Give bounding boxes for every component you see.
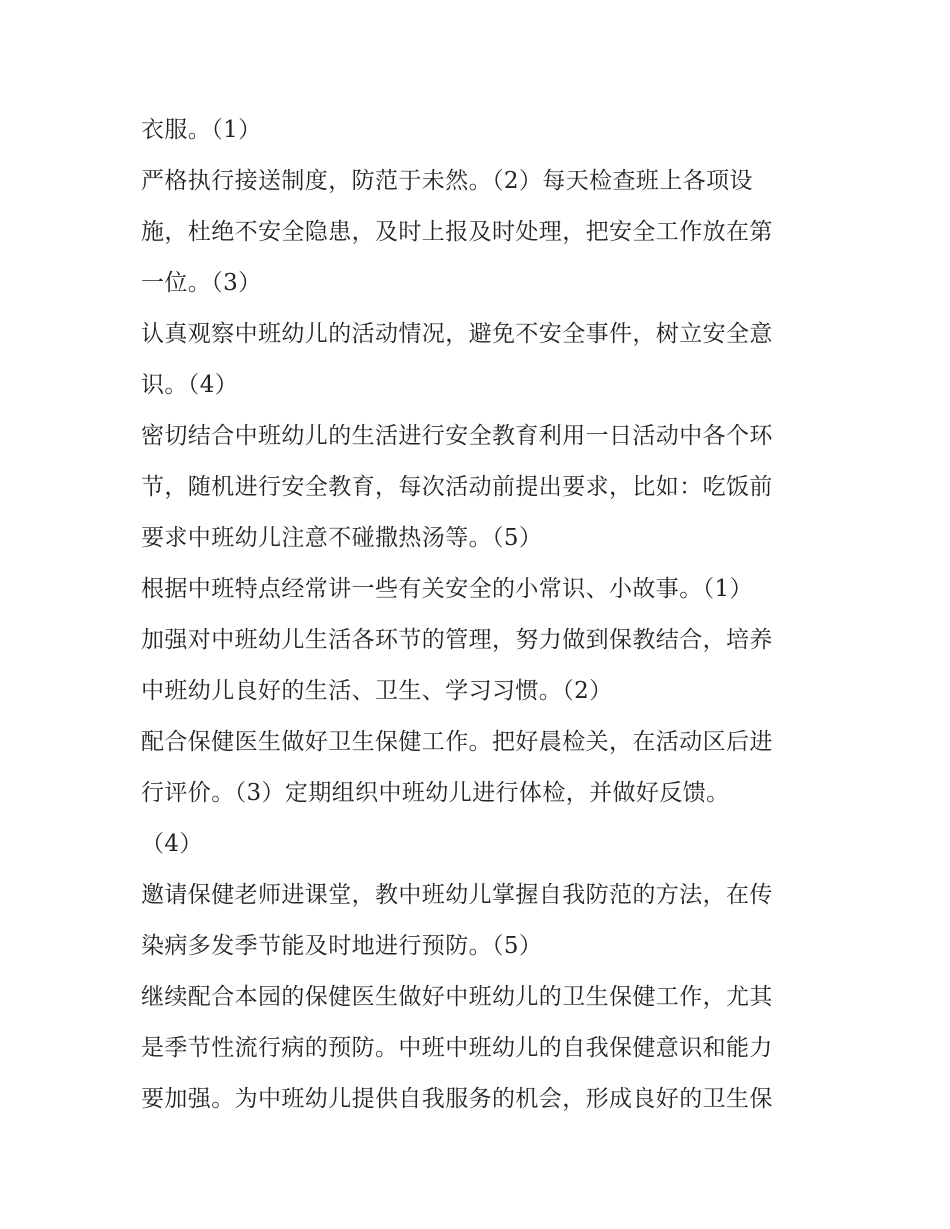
text-line: 行评价。（3）定期组织中班幼儿进行体检，并做好反馈。 [141, 780, 730, 806]
text-line: 加强对中班幼儿生活各环节的管理，努力做到保教结合，培养 [141, 627, 773, 653]
text-line: 要求中班幼儿注意不碰撒热汤等。（5） [141, 525, 543, 551]
text-line: 衣服。（1） [141, 117, 262, 143]
text-line: 中班幼儿良好的生活、卫生、学习习惯。（2） [141, 678, 613, 704]
text-line: 节，随机进行安全教育，每次活动前提出要求，比如：吃饭前 [141, 474, 773, 500]
text-line: 施，杜绝不安全隐患，及时上报及时处理，把安全工作放在第 [141, 219, 773, 245]
text-line: 根据中班特点经常讲一些有关安全的小常识、小故事。（1） [141, 576, 753, 602]
text-line: 配合保健医生做好卫生保健工作。把好晨检关，在活动区后进 [141, 729, 773, 755]
text-line: 要加强。为中班幼儿提供自我服务的机会，形成良好的卫生保 [141, 1086, 773, 1112]
text-line: 识。（4） [141, 372, 239, 398]
text-line: 一位。（3） [141, 270, 262, 296]
text-line: 邀请保健老师进课堂，教中班幼儿掌握自我防范的方法，在传 [141, 882, 773, 908]
text-line: 认真观察中班幼儿的活动情况，避免不安全事件，树立安全意 [141, 321, 773, 347]
text-line: 是季节性流行病的预防。中班中班幼儿的自我保健意识和能力 [141, 1035, 773, 1061]
text-line: 染病多发季节能及时地进行预防。（5） [141, 933, 543, 959]
text-line: 继续配合本园的保健医生做好中班幼儿的卫生保健工作，尤其 [141, 984, 773, 1010]
text-line: 密切结合中班幼儿的生活进行安全教育利用一日活动中各个环 [141, 423, 773, 449]
text-line: （4） [141, 831, 203, 857]
text-line: 严格执行接送制度，防范于未然。（2）每天检查班上各项设 [141, 168, 753, 194]
body-text [141, 105, 821, 1125]
